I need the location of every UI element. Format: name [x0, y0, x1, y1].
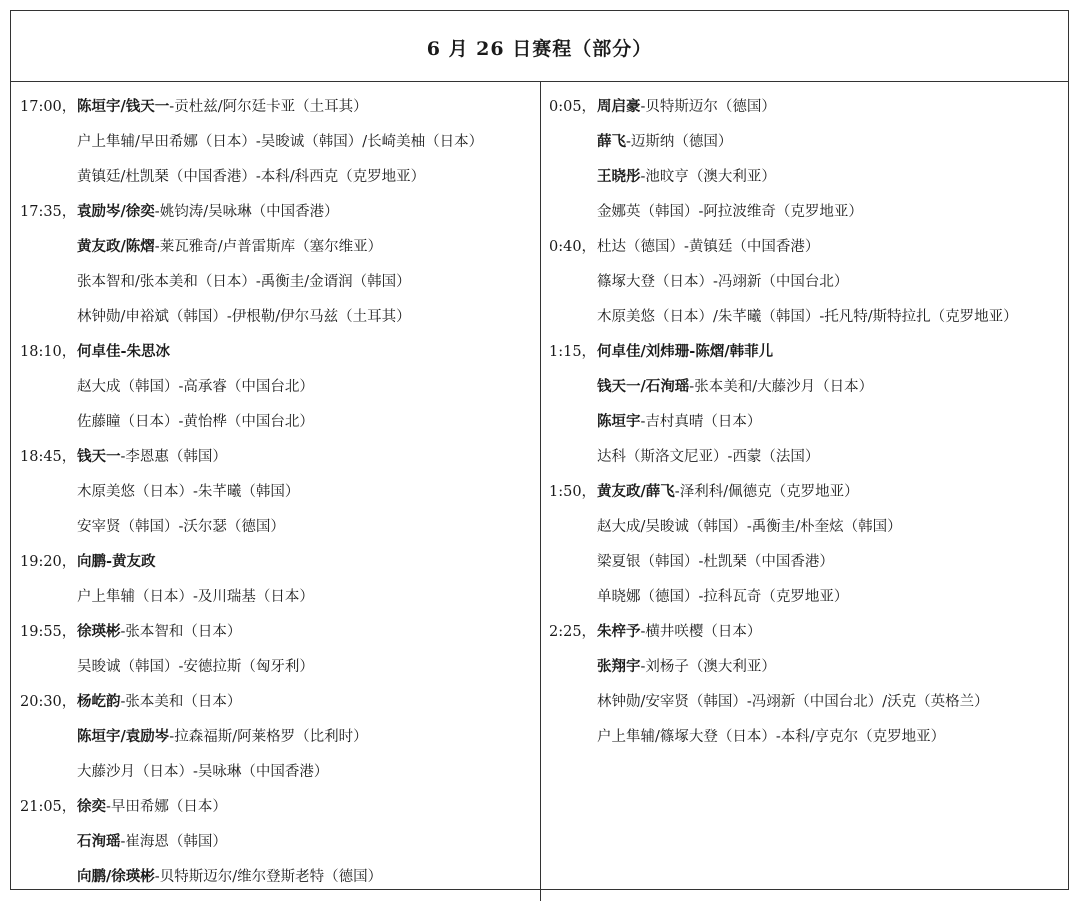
match-time: 1:50， — [549, 484, 597, 500]
match-time: 19:55， — [20, 624, 77, 640]
matchup-text: -刘杨子（澳大利亚） — [640, 659, 776, 675]
schedule-line — [20, 579, 535, 614]
match-time: 18:10， — [20, 344, 77, 360]
schedule-line — [549, 579, 1069, 614]
schedule-line — [549, 369, 1069, 404]
schedule-line — [549, 474, 1069, 509]
matchup-text: 安宰贤（韩国）-沃尔瑟（德国） — [77, 519, 285, 535]
schedule-line — [20, 299, 535, 334]
schedule-line — [549, 299, 1069, 334]
schedule-line — [20, 824, 535, 859]
chinese-players: 何卓佳/刘炜珊-陈熠/韩菲儿 — [597, 343, 774, 360]
matchup-text: -姚钧涛/吴咏琳（中国香港） — [154, 204, 339, 220]
match-time: 17:35， — [20, 204, 77, 220]
matchup-text: 户上隼辅/早田希娜（日本）-吴晙诚（韩国）/长崎美柚（日本） — [77, 134, 484, 150]
schedule-line — [549, 544, 1069, 579]
schedule-line — [20, 754, 535, 789]
page-title: 6 月 26 日赛程（部分） — [426, 37, 653, 60]
matchup-text: -贝特斯迈尔/维尔登斯老特（德国） — [154, 869, 383, 885]
matchup-text: 杜达（德国）-黄镇廷（中国香港） — [597, 239, 820, 255]
chinese-players: 石洵瑶 — [77, 833, 121, 850]
schedule-line — [20, 369, 535, 404]
schedule-line — [20, 439, 535, 474]
schedule-line — [20, 614, 535, 649]
match-time: 19:20， — [20, 554, 77, 570]
chinese-players: 杨屹韵 — [77, 693, 121, 710]
right-schedule-column — [549, 89, 1069, 754]
chinese-players: 黄友政/薛飞 — [597, 483, 675, 500]
schedule-line — [549, 439, 1069, 474]
schedule-line — [20, 649, 535, 684]
matchup-text: -迈斯纳（德国） — [626, 134, 733, 150]
chinese-players: 何卓佳-朱思冰 — [77, 343, 171, 360]
matchup-text: 达科（斯洛文尼亚）-西蒙（法国） — [597, 449, 820, 465]
match-time: 0:40， — [549, 239, 597, 255]
schedule-line — [549, 649, 1069, 684]
matchup-text: -早田希娜（日本） — [106, 799, 227, 815]
schedule-line — [549, 124, 1069, 159]
schedule-line — [20, 194, 535, 229]
chinese-players: 向鹏-黄友政 — [77, 553, 156, 570]
matchup-text: 吴晙诚（韩国）-安德拉斯（匈牙利） — [77, 659, 314, 675]
match-time: 0:05， — [549, 99, 597, 115]
matchup-text: 赵大成/吴晙诚（韩国）-禹衡圭/朴奎炫（韩国） — [597, 519, 902, 535]
chinese-players: 周启豪 — [597, 98, 641, 115]
chinese-players: 徐奕 — [77, 798, 106, 815]
schedule-line — [549, 509, 1069, 544]
matchup-text: -池旼亨（澳大利亚） — [640, 169, 776, 185]
schedule-table — [10, 10, 1069, 890]
matchup-text: 林钟勋/安宰贤（韩国）-冯翊新（中国台北）/沃克（英格兰） — [597, 694, 989, 710]
schedule-line — [549, 614, 1069, 649]
matchup-text: 佐藤瞳（日本）-黄怡桦（中国台北） — [77, 414, 314, 430]
schedule-line — [549, 89, 1069, 124]
matchup-text: 大藤沙月（日本）-吴咏琳（中国香港） — [77, 764, 329, 780]
match-time: 20:30， — [20, 694, 77, 710]
match-time: 1:15， — [549, 344, 597, 360]
left-schedule-column — [20, 89, 535, 894]
schedule-line — [20, 789, 535, 824]
chinese-players: 张翔宇 — [597, 658, 641, 675]
matchup-text: 单晓娜（德国）-拉科瓦奇（克罗地亚） — [597, 589, 849, 605]
matchup-text: -泽利科/佩德克（克罗地亚） — [674, 484, 859, 500]
matchup-text: -吉村真晴（日本） — [640, 414, 762, 430]
matchup-text: 木原美悠（日本）/朱芊曦（韩国）-托凡特/斯特拉扎（克罗地亚） — [597, 309, 1018, 325]
chinese-players: 薛飞 — [597, 133, 626, 150]
matchup-text: -莱瓦雅奇/卢普雷斯库（塞尔维亚） — [154, 239, 383, 255]
schedule-line — [20, 159, 535, 194]
chinese-players: 钱天一/石洵瑶 — [597, 378, 690, 395]
schedule-line — [20, 719, 535, 754]
chinese-players: 陈垣宇 — [597, 413, 641, 430]
column-divider — [540, 81, 541, 901]
matchup-text: 木原美悠（日本）-朱芊曦（韩国） — [77, 484, 300, 500]
matchup-text: -李恩惠（韩国） — [120, 449, 227, 465]
matchup-text: -横井咲樱（日本） — [640, 624, 762, 640]
schedule-line — [549, 404, 1069, 439]
chinese-players: 朱梓予 — [597, 623, 641, 640]
match-time: 18:45， — [20, 449, 77, 465]
schedule-line — [20, 684, 535, 719]
match-time: 2:25， — [549, 624, 597, 640]
matchup-text: 梁夏银（韩国）-杜凯琹（中国香港） — [597, 554, 834, 570]
matchup-text: -张本美和（日本） — [120, 694, 242, 710]
matchup-text: -张本美和/大藤沙月（日本） — [689, 379, 874, 395]
matchup-text: 户上隼辅（日本）-及川瑞基（日本） — [77, 589, 314, 605]
schedule-line — [549, 194, 1069, 229]
matchup-text: 赵大成（韩国）-高承睿（中国台北） — [77, 379, 314, 395]
schedule-line — [20, 404, 535, 439]
schedule-line — [20, 544, 535, 579]
schedule-line — [549, 159, 1069, 194]
matchup-text: 篠塚大登（日本）-冯翊新（中国台北） — [597, 274, 849, 290]
schedule-line — [20, 264, 535, 299]
schedule-line — [20, 124, 535, 159]
schedule-line — [549, 719, 1069, 754]
matchup-text: -崔海恩（韩国） — [120, 834, 227, 850]
chinese-players: 王晓彤 — [597, 168, 641, 185]
schedule-line — [549, 264, 1069, 299]
schedule-line — [20, 334, 535, 369]
schedule-line — [549, 684, 1069, 719]
matchup-text: -张本智和（日本） — [120, 624, 242, 640]
matchup-text: -贡杜兹/阿尔廷卡亚（土耳其） — [169, 99, 368, 115]
chinese-players: 向鹏/徐瑛彬 — [77, 868, 155, 885]
matchup-text: 金娜英（韩国）-阿拉波维奇（克罗地亚） — [597, 204, 863, 220]
schedule-line — [549, 334, 1069, 369]
matchup-text: 户上隼辅/篠塚大登（日本）-本科/亨克尔（克罗地亚） — [597, 729, 946, 745]
chinese-players: 徐瑛彬 — [77, 623, 121, 640]
matchup-text: -拉森福斯/阿莱格罗（比利时） — [169, 729, 368, 745]
chinese-players: 袁励岑/徐奕 — [77, 203, 155, 220]
matchup-text: 林钟勋/申裕斌（韩国）-伊根勒/伊尔马兹（土耳其） — [77, 309, 411, 325]
chinese-players: 钱天一 — [77, 448, 121, 465]
chinese-players: 陈垣宇/钱天一 — [77, 98, 170, 115]
match-time: 21:05， — [20, 799, 77, 815]
schedule-line — [20, 474, 535, 509]
matchup-text: 张本智和/张本美和（日本）-禹衡圭/金谞润（韩国） — [77, 274, 411, 290]
chinese-players: 陈垣宇/袁励岑 — [77, 728, 170, 745]
schedule-line — [20, 229, 535, 264]
schedule-line — [549, 229, 1069, 264]
schedule-line — [20, 89, 535, 124]
match-time: 17:00， — [20, 99, 77, 115]
chinese-players: 黄友政/陈熠 — [77, 238, 155, 255]
matchup-text: 黄镇廷/杜凯琹（中国香港）-本科/科西克（克罗地亚） — [77, 169, 426, 185]
schedule-line — [20, 509, 535, 544]
matchup-text: -贝特斯迈尔（德国） — [640, 99, 776, 115]
